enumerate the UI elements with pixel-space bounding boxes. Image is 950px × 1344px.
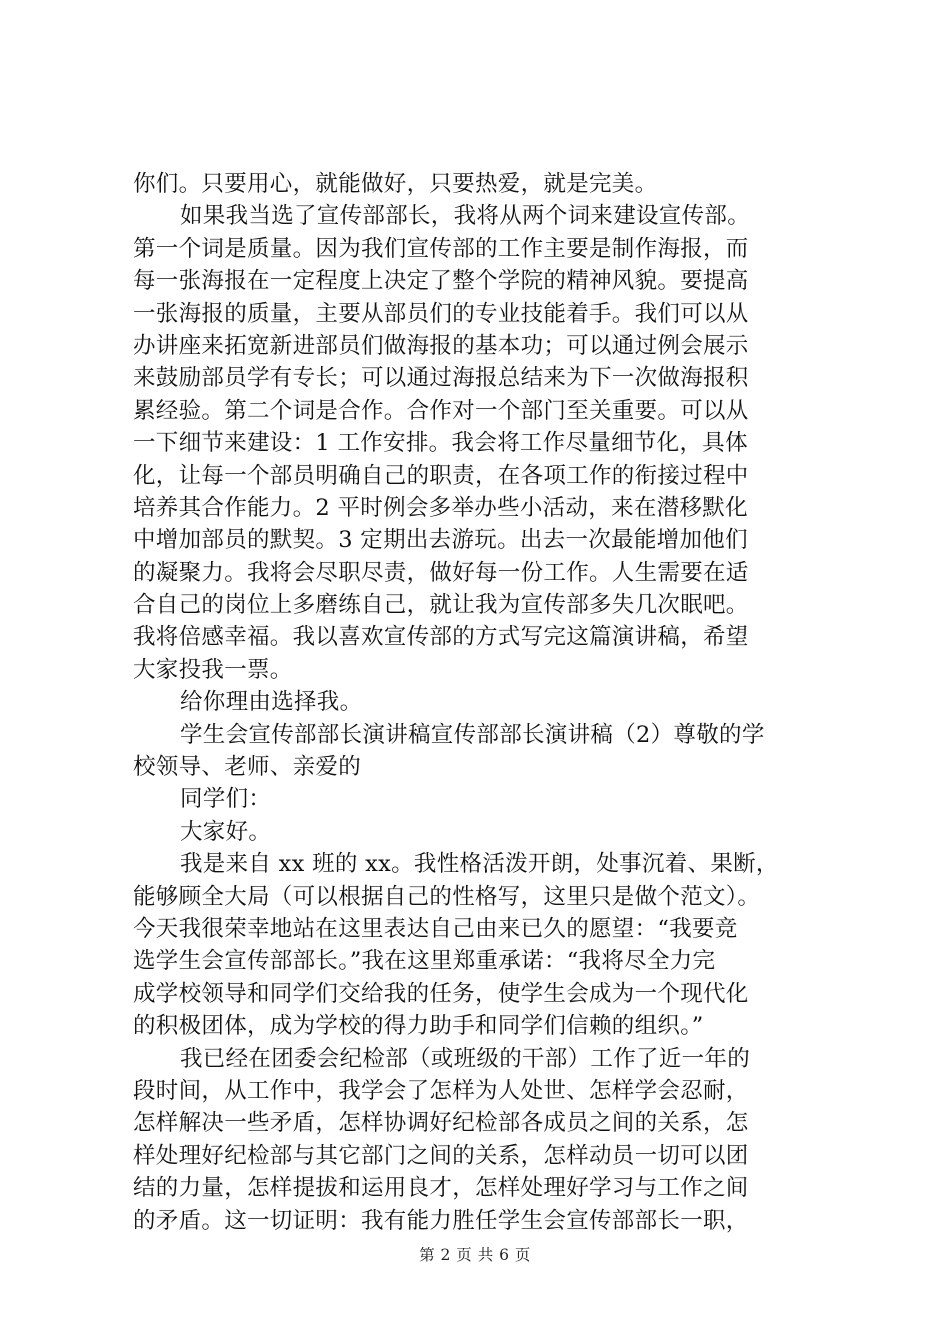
text-line: 合自己的岗位上多磨练自己，就让我为宣传部多失几次眠吧。: [133, 592, 749, 619]
text-line: 学生会宣传部部长演讲稿宣传部部长演讲稿（2）尊敬的学: [180, 721, 765, 748]
text-line: 段时间，从工作中，我学会了怎样为人处世、怎样学会忍耐，: [133, 1077, 749, 1104]
text-line: 你们。只要用心，就能做好，只要热爱，就是完美。: [133, 171, 658, 197]
text-line: 一下细节来建设：1 工作安排。我会将工作尽量细节化，具体: [133, 430, 748, 457]
text-line: 校领导、老师、亲爱的: [133, 754, 362, 781]
text-line: 选学生会宣传部部长。”我在这里郑重承诺：“我将尽全力完: [133, 948, 716, 975]
text-line: 第一个词是质量。因为我们宣传部的工作主要是制作海报，而: [133, 235, 749, 262]
text-line: 累经验。第二个词是合作。合作对一个部门至关重要。可以从: [133, 397, 749, 424]
text-line: 的矛盾。这一切证明：我有能力胜任学生会宣传部部长一职，: [133, 1207, 749, 1234]
text-line: 的凝聚力。我将会尽职尽责，做好每一份工作。人生需要在适: [133, 559, 749, 586]
text-line: 培养其合作能力。2 平时例会多举办些小活动，来在潜移默化: [133, 494, 748, 521]
text-line: 今天我很荣幸地站在这里表达自己由来已久的愿望：“我要竞: [133, 915, 738, 942]
text-line: 大家好。: [180, 818, 272, 845]
text-line: 中增加部员的默契。3 定期出去游玩。出去一次最能增加他们: [133, 527, 748, 554]
text-line: 的积极团体，成为学校的得力助手和同学们信赖的组织。”: [133, 1013, 704, 1040]
text-line: 能够顾全大局（可以根据自己的性格写，这里只是做个范文）。: [133, 883, 761, 910]
text-line: 办讲座来拓宽新进部员们做海报的基本功；可以通过例会展示: [133, 332, 749, 359]
text-line: 我将倍感幸福。我以喜欢宣传部的方式写完这篇演讲稿，希望: [133, 624, 749, 651]
text-line: 我是来自 xx 班的 xx。我性格活泼开朗，处事沉着、果断，: [180, 851, 779, 878]
text-line: 每一张海报在一定程度上决定了整个学院的精神风貌。要提高: [133, 268, 749, 295]
text-line: 如果我当选了宣传部部长，我将从两个词来建设宣传部。: [180, 203, 751, 230]
text-line: 成学校领导和同学们交给我的任务，使学生会成为一个现代化: [133, 980, 749, 1007]
text-line: 一张海报的质量，主要从部员们的专业技能着手。我们可以从: [133, 300, 749, 327]
text-line: 给你理由选择我。: [180, 689, 363, 716]
text-line: 同学们：: [180, 786, 272, 813]
text-line: 怎样解决一些矛盾，怎样协调好纪检部各成员之间的关系，怎: [133, 1110, 749, 1137]
text-line: 大家投我一票。: [133, 656, 293, 683]
text-line: 结的力量，怎样提拔和运用良才，怎样处理好学习与工作之间: [133, 1175, 749, 1202]
text-line: 化，让每一个部员明确自己的职责，在各项工作的衔接过程中: [133, 462, 749, 489]
text-line: 样处理好纪检部与其它部门之间的关系，怎样动员一切可以团: [133, 1142, 749, 1169]
text-line: 我已经在团委会纪检部（或班级的干部）工作了近一年的: [180, 1045, 751, 1072]
text-line: 来鼓励部员学有专长；可以通过海报总结来为下一次做海报积: [133, 365, 749, 392]
document-body: [133, 168, 833, 1237]
page-footer: 第 2 页 共 6 页: [419, 1246, 531, 1264]
